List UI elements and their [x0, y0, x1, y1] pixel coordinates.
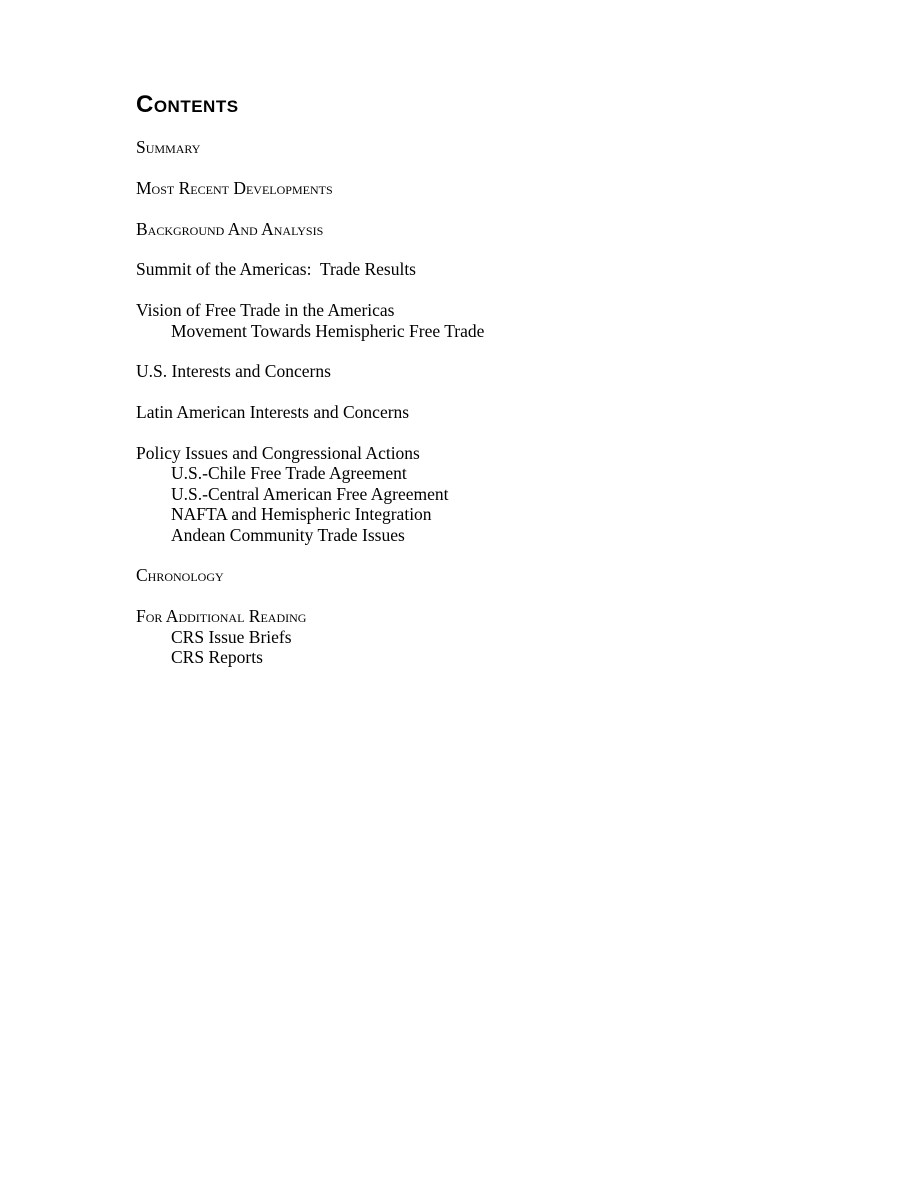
toc-entry-latin-american-interests[interactable]: Latin American Interests and Concerns [136, 402, 410, 423]
toc-entry-policy-issues[interactable]: Policy Issues and Congressional Actions [136, 442, 420, 463]
toc-subentry-nafta-hemispheric[interactable]: NAFTA and Hemispheric Integration [171, 504, 432, 525]
toc-group-us-interests [136, 361, 836, 381]
toc-group-policy [136, 443, 836, 545]
toc-entry-background-and-analysis[interactable]: Background And Analysis [136, 218, 324, 239]
toc-subentry-andean-community[interactable]: Andean Community Trade Issues [171, 524, 405, 545]
toc-entry-vision-of-free-trade[interactable]: Vision of Free Trade in the Americas [136, 300, 395, 321]
toc-subentry-us-chile-fta[interactable]: U.S.-Chile Free Trade Agreement [171, 463, 407, 484]
toc-group-vision [136, 300, 836, 341]
toc-group-background-and-analysis [136, 219, 836, 239]
contents-heading: Contents [136, 91, 239, 118]
toc-group-additional-reading [136, 606, 836, 667]
toc-subentry-movement-towards-free-trade[interactable]: Movement Towards Hemispheric Free Trade [171, 320, 485, 341]
table-of-contents-page [136, 90, 836, 688]
toc-group-summit [136, 259, 836, 279]
toc-entry-chronology[interactable]: Chronology [136, 565, 224, 586]
toc-entry-summary[interactable]: Summary [136, 137, 201, 157]
toc-subentry-crs-issue-briefs[interactable]: CRS Issue Briefs [171, 626, 292, 647]
toc-list [136, 137, 836, 667]
toc-group-most-recent-developments [136, 178, 836, 198]
toc-group-chronology [136, 565, 836, 585]
toc-entry-summit-trade-results[interactable]: Summit of the Americas: Trade Results [136, 259, 416, 280]
toc-entry-additional-reading[interactable]: For Additional Reading [136, 606, 307, 627]
toc-entry-us-interests[interactable]: U.S. Interests and Concerns [136, 361, 331, 382]
toc-group-summary [136, 137, 836, 157]
toc-subentry-crs-reports[interactable]: CRS Reports [171, 647, 263, 668]
toc-entry-most-recent-developments[interactable]: Most Recent Developments [136, 177, 333, 198]
toc-group-latin-interests [136, 402, 836, 422]
toc-subentry-us-central-american-fa[interactable]: U.S.-Central American Free Agreement [171, 483, 449, 504]
